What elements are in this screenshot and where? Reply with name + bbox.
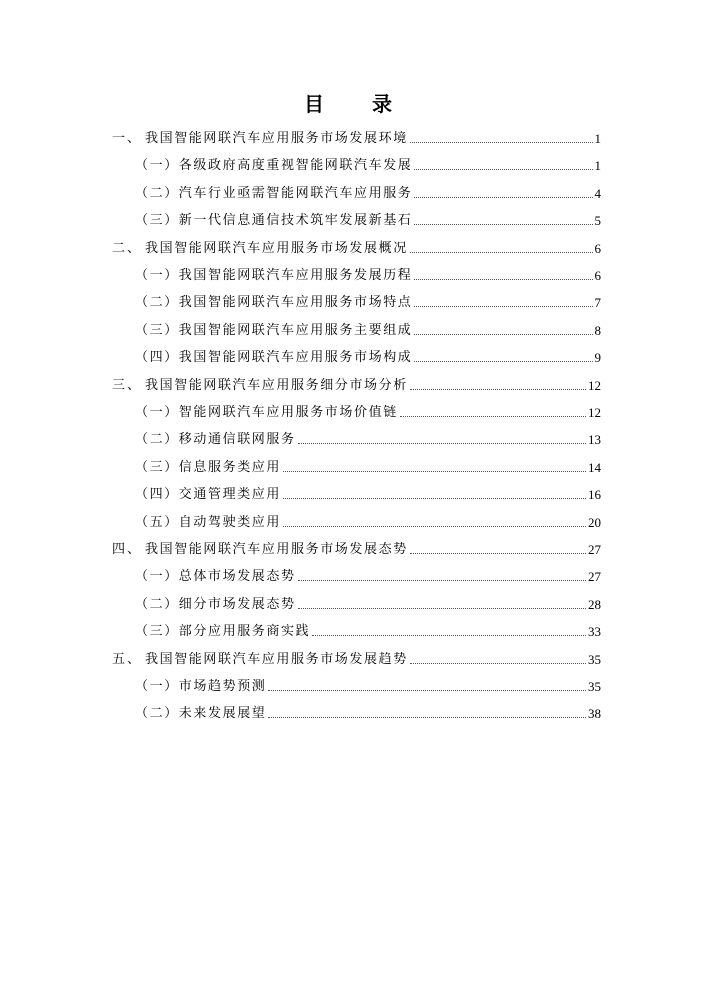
toc-section-entry[interactable] — [135, 289, 601, 311]
dot-leader — [414, 224, 592, 225]
dot-leader — [410, 252, 593, 253]
toc-entry-number: 一、 — [112, 131, 143, 146]
toc-page-number: 27 — [588, 569, 601, 585]
toc-page-number: 12 — [588, 377, 601, 393]
toc-page-number: 20 — [588, 514, 601, 530]
toc-chapter-entry[interactable] — [112, 125, 601, 147]
dot-leader — [410, 142, 593, 143]
toc-entry-label: （四）我国智能网联汽车应用服务市场构成 — [135, 350, 413, 366]
toc-entry-label: （三）新一代信息通信技术筑牢发展新基石 — [135, 213, 413, 229]
toc-entry-label: （三）我国智能网联汽车应用服务主要组成 — [135, 322, 413, 338]
dot-leader — [283, 498, 586, 499]
toc-entry-number: 四、 — [112, 542, 143, 557]
toc-page-number: 12 — [588, 405, 601, 420]
dot-leader — [298, 580, 586, 581]
toc-entry-label: （五）自动驾驶类应用 — [135, 514, 282, 530]
toc-page-number: 27 — [588, 542, 601, 557]
toc-entry-label: 我国智能网联汽车应用服务市场发展态势 — [145, 542, 408, 557]
toc-page-number: 28 — [588, 596, 601, 612]
toc-page-number: 1 — [594, 131, 601, 146]
dot-leader — [283, 471, 586, 472]
toc-page-number: 13 — [588, 432, 601, 448]
toc-entry-label: （二）细分市场发展态势 — [135, 596, 296, 612]
dot-leader — [410, 663, 586, 664]
toc-entry-label: 我国智能网联汽车应用服务市场发展环境 — [145, 131, 408, 146]
toc-section-entry[interactable] — [135, 591, 601, 613]
toc-page-number: 4 — [594, 185, 601, 201]
toc-chapter-entry[interactable] — [112, 372, 601, 394]
dot-leader — [268, 690, 586, 691]
toc-section-entry[interactable] — [135, 509, 601, 531]
toc-page-number: 5 — [594, 213, 601, 229]
toc-page-number: 38 — [588, 706, 601, 722]
toc-page-number: 33 — [588, 624, 601, 640]
toc-entry-label: （三）信息服务类应用 — [135, 459, 282, 475]
toc-section-entry[interactable] — [135, 344, 601, 366]
dot-leader — [298, 443, 586, 444]
dot-leader — [414, 361, 592, 362]
toc-page-number: 6 — [594, 268, 601, 283]
toc-section-entry[interactable] — [135, 317, 601, 339]
toc-entry-label: （三）部分应用服务商实践 — [135, 624, 311, 640]
toc-entry-label: （二）汽车行业亟需智能网联汽车应用服务 — [135, 185, 413, 201]
toc-section-entry[interactable] — [135, 152, 601, 174]
toc-entry-label: （二）未来发展展望 — [135, 706, 267, 722]
toc-section-entry[interactable] — [135, 673, 601, 695]
toc-chapter-entry[interactable] — [112, 536, 601, 558]
toc-section-entry[interactable] — [135, 700, 601, 722]
toc-entry-label: （一）各级政府高度重视智能网联汽车发展 — [135, 158, 413, 174]
dot-leader — [283, 526, 586, 527]
toc-chapter-entry[interactable] — [112, 646, 601, 668]
toc-title: 目 录 — [304, 92, 406, 116]
toc-section-entry[interactable] — [135, 262, 601, 284]
toc-section-entry[interactable] — [135, 180, 601, 202]
toc-entry-label: （一）市场趋势预测 — [135, 679, 267, 694]
dot-leader — [410, 553, 586, 554]
dot-leader — [298, 608, 586, 609]
toc-entry-label: （一）总体市场发展态势 — [135, 569, 296, 585]
toc-entry-label: （一）我国智能网联汽车应用服务发展历程 — [135, 268, 413, 283]
dot-leader — [410, 389, 586, 390]
toc-entry-number: 五、 — [112, 651, 143, 667]
toc-section-entry[interactable] — [135, 399, 601, 421]
toc-entry-label: （一）智能网联汽车应用服务市场价值链 — [135, 405, 398, 420]
toc-page-number: 8 — [594, 322, 601, 338]
toc-section-entry[interactable] — [135, 563, 601, 585]
toc-entry-label: （二）我国智能网联汽车应用服务市场特点 — [135, 295, 413, 311]
toc-page-number: 6 — [594, 240, 601, 256]
dot-leader — [414, 334, 592, 335]
toc-section-entry[interactable] — [135, 454, 601, 476]
dot-leader — [414, 169, 592, 170]
toc-page-number: 1 — [594, 158, 601, 174]
toc-page-number: 14 — [588, 459, 601, 475]
toc-entry-label: （二）移动通信联网服务 — [135, 432, 296, 448]
toc-section-entry[interactable] — [135, 618, 601, 640]
toc-chapter-entry[interactable] — [112, 235, 601, 257]
dot-leader — [312, 635, 586, 636]
toc-page-number: 7 — [594, 295, 601, 311]
toc-entry-label: 我国智能网联汽车应用服务细分市场分析 — [145, 377, 408, 393]
toc-section-entry[interactable] — [135, 426, 601, 448]
toc-page-number: 35 — [588, 679, 601, 694]
dot-leader — [268, 717, 586, 718]
dot-leader — [400, 416, 586, 417]
dot-leader — [414, 279, 592, 280]
toc-entry-label: 我国智能网联汽车应用服务市场发展概况 — [145, 240, 408, 256]
toc-section-entry[interactable] — [135, 207, 601, 229]
dot-leader — [414, 197, 592, 198]
toc-entry-number: 三、 — [112, 377, 143, 393]
toc-entry-label: （四）交通管理类应用 — [135, 487, 282, 503]
toc-page-number: 9 — [594, 350, 601, 366]
toc-section-entry[interactable] — [135, 481, 601, 503]
toc-entry-label: 我国智能网联汽车应用服务市场发展趋势 — [145, 651, 408, 667]
toc-page-number: 35 — [588, 651, 601, 667]
toc-page-number: 16 — [588, 487, 601, 503]
toc-entry-number: 二、 — [112, 240, 143, 256]
dot-leader — [414, 306, 592, 307]
